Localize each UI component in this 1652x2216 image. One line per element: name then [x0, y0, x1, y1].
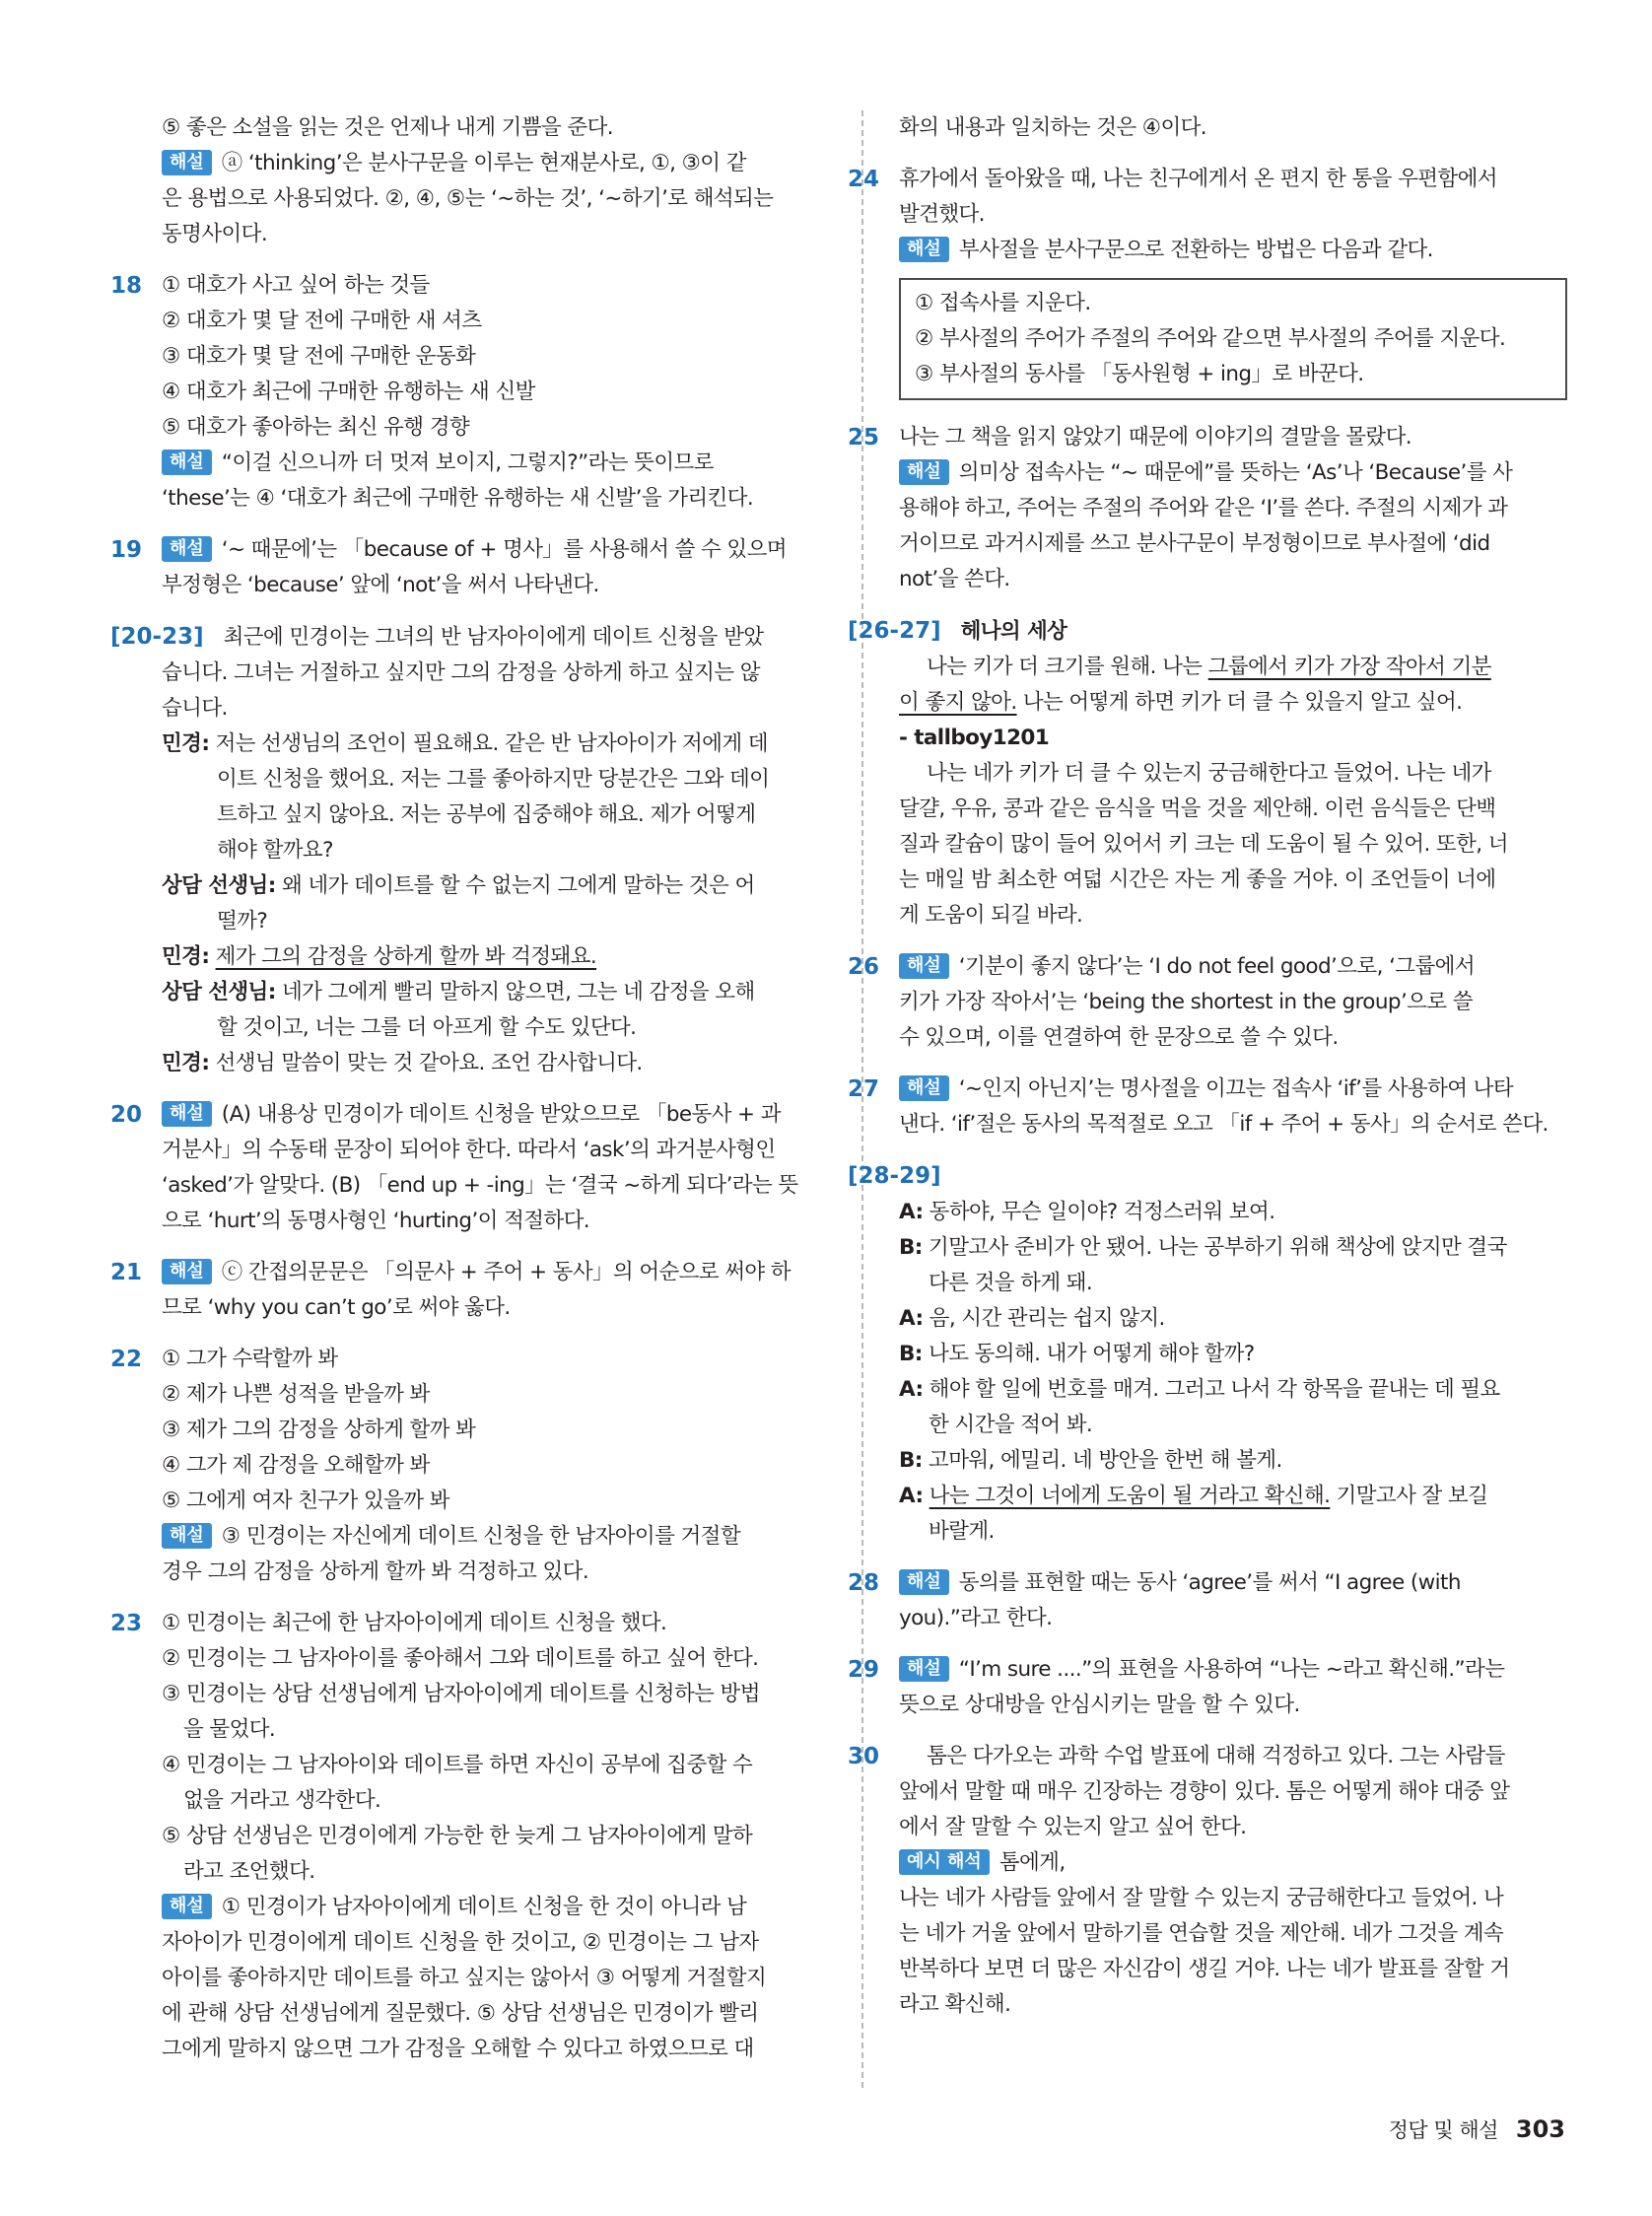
- explanation-badge: 해설: [162, 150, 212, 175]
- passage-title: 헤나의 세상: [960, 619, 1067, 644]
- explanation-text: 거분사」의 수동태 문장이 되어야 한다. 따라서 ‘ask’의 과거분사형인: [162, 1138, 776, 1162]
- dialogue: [899, 1195, 1567, 1550]
- right-column: [848, 110, 1567, 2039]
- passage-20-23: [110, 619, 824, 1081]
- explanation-text: 뜻으로 상대방을 안심시키는 말을 할 수 있다.: [899, 1693, 1300, 1717]
- explanation-text: ⓐ ‘thinking’은 분사구문을 이루는 현재분사로, ①, ③이 같: [221, 151, 746, 175]
- rule-box: [899, 278, 1567, 400]
- dialogue-text-underlined: 제가 그의 감정을 상하게 할까 봐 걱정돼요.: [215, 944, 597, 969]
- passage-text: 나는 키가 더 크기를 원해. 나는: [927, 655, 1208, 679]
- speaker-label: A:: [899, 1484, 924, 1508]
- choice-continued: 라고 조언했다.: [183, 1859, 315, 1884]
- q22: [110, 1342, 824, 1590]
- passage-text: 습니다. 그녀는 거절하고 싶지만 그의 감정을 상하게 하고 싶지는 않: [162, 660, 760, 685]
- speaker-label: 민경:: [162, 731, 210, 756]
- explanation-badge: 해설: [899, 459, 949, 485]
- choice: ② 대호가 몇 달 전에 구매한 새 셔츠: [162, 309, 482, 333]
- q19: [110, 532, 824, 603]
- explanation-badge: 해설: [899, 1075, 949, 1101]
- passage-text: 습니다.: [162, 696, 228, 721]
- choice: ② 제가 나쁜 성적을 받을까 봐: [162, 1382, 430, 1407]
- dialogue-text: 떨까?: [217, 909, 268, 934]
- passage-text: 질과 칼슘이 많이 들어 있어서 키 크는 데 도움이 될 수 있어. 또한, 너: [899, 832, 1508, 857]
- choice: ① 대호가 사고 싶어 하는 것들: [162, 273, 430, 298]
- explanation-badge: 해설: [899, 1569, 949, 1595]
- explanation-text: 으로 ‘hurt’의 동명사형인 ‘hurting’이 적절하다.: [162, 1209, 589, 1233]
- translation-text: 앞에서 말할 때 매우 긴장하는 경향이 있다. 톰은 어떻게 해야 대중 앞: [899, 1779, 1510, 1804]
- question-number: 21: [110, 1260, 143, 1285]
- explanation-text: 아이를 좋아하지만 데이트를 하고 싶지는 않아서 ③ 어떻게 거절할지: [162, 1966, 767, 1990]
- q21: [110, 1255, 824, 1326]
- choice: ① 그가 수락할까 봐: [162, 1347, 338, 1371]
- explanation-text: ‘asked’가 알맞다. (B) 「end up + -ing」는 ‘결국 ~하게 되다’라는 뜻: [162, 1173, 798, 1198]
- rule-item: ② 부사절의 주어가 주절의 주어와 같으면 부사절의 주어를 지운다.: [915, 326, 1506, 351]
- question-number: 30: [848, 1744, 880, 1769]
- dialogue-line: [899, 1372, 1567, 1443]
- question-number: 22: [110, 1347, 143, 1372]
- sample-text: 나는 네가 사람들 앞에서 잘 말할 수 있는지 궁금해한다고 들었어. 나: [899, 1886, 1504, 1910]
- speaker-label: A:: [899, 1306, 924, 1331]
- dialogue-line: [162, 939, 824, 975]
- passage-text: 나는 어떻게 하면 키가 더 클 수 있을지 알고 싶어.: [1016, 690, 1463, 715]
- explanation-text: not’을 쓴다.: [899, 567, 1010, 591]
- sample-text: 반복하다 보면 더 많은 자신감이 생길 거야. 나는 네가 발표를 잘할 거: [899, 1957, 1510, 1981]
- translation-text: 톰은 다가오는 과학 수업 발표에 대해 걱정하고 있다. 그는 사람들: [927, 1744, 1505, 1768]
- explanation-text: ① 민경이가 남자아이에게 데이트 신청을 한 것이 아니라 남: [221, 1895, 747, 1919]
- explanation-text: ‘these’는 ④ ‘대호가 최근에 구매한 유행하는 새 신발’을 가리킨다.: [162, 486, 754, 511]
- explanation-text: 동명사이다.: [162, 222, 268, 246]
- dialogue-text: 바랄게.: [929, 1519, 995, 1544]
- q24: [848, 162, 1567, 400]
- question-number: 20: [110, 1102, 143, 1128]
- q18-choices: [162, 268, 824, 446]
- question-number: 18: [110, 273, 143, 299]
- speaker-label: B:: [899, 1235, 923, 1260]
- q23: [110, 1606, 824, 2067]
- rule-item: ① 접속사를 지운다.: [915, 291, 1091, 315]
- dialogue-line: [162, 975, 824, 1046]
- explanation-text: 은 용법으로 사용되었다. ②, ④, ⑤는 ‘~하는 것’, ‘~하기’로 해석되는: [162, 186, 774, 211]
- section-tag: [26-27]: [848, 618, 941, 644]
- section-tag: [20-23]: [110, 624, 204, 650]
- page-footer: [1389, 2112, 1565, 2148]
- dialogue-text: 트하고 싶지 않아요. 저는 공부에 집중해야 해요. 제가 어떻게: [217, 802, 756, 827]
- question-number: 19: [110, 537, 143, 563]
- question-number: 26: [848, 954, 880, 980]
- passage-26-27: [848, 613, 1567, 934]
- dialogue-text: 저는 선생님의 조언이 필요해요. 같은 반 남자아이가 저에게 데: [215, 731, 768, 756]
- q25: [848, 420, 1567, 597]
- q17-choice-5: ⑤ 좋은 소설을 읽는 것은 언제나 내게 기쁨을 준다.: [162, 115, 613, 140]
- choice: ④ 그가 제 감정을 오해할까 봐: [162, 1453, 430, 1478]
- passage-text: 최근에 민경이는 그녀의 반 남자아이에게 데이트 신청을 받았: [223, 625, 764, 650]
- q27: [848, 1072, 1567, 1143]
- explanation-text: 의미상 접속사는 “~ 때문에”를 뜻하는 ‘As’나 ‘Because’를 사: [958, 460, 1513, 485]
- choice-continued: 을 물었다.: [183, 1717, 276, 1742]
- choice: ⑤ 대호가 좋아하는 최신 유행 경향: [162, 415, 470, 440]
- explanation-text: “이걸 신으니까 더 멋져 보이지, 그렇지?”라는 뜻이므로: [221, 450, 714, 475]
- dialogue-text: 고마워, 에밀리. 네 방안을 한번 해 볼게.: [929, 1448, 1282, 1473]
- q28: [848, 1565, 1567, 1636]
- explanation-badge: 해설: [162, 536, 212, 562]
- explanation-badge: 해설: [899, 1656, 949, 1682]
- q17-explanation: [162, 146, 824, 252]
- question-number: 29: [848, 1657, 880, 1683]
- explanation-text: (A) 내용상 민경이가 데이트 신청을 받았으므로 「be동사 + 과: [221, 1102, 781, 1127]
- dialogue-text: 음, 시간 관리는 쉽지 않지.: [929, 1306, 1165, 1331]
- speaker-label: 상담 선생님:: [162, 980, 276, 1004]
- explanation-text: 자아이가 민경이에게 데이트 신청을 한 것이고, ② 민경이는 그 남자: [162, 1930, 759, 1955]
- dialogue-text: 다른 것을 하게 돼.: [929, 1271, 1093, 1295]
- section-tag: [28-29]: [848, 1163, 941, 1189]
- translation-text: 발견했다.: [899, 202, 985, 227]
- explanation-text: ‘~인지 아닌지’는 명사절을 이끄는 접속사 ‘if’를 사용하여 나타: [958, 1076, 1514, 1101]
- speaker-label: B:: [899, 1342, 923, 1366]
- translation-text: 휴가에서 돌아왔을 때, 나는 친구에게서 온 편지 한 통을 우편함에서: [899, 167, 1497, 191]
- explanation-text: 경우 그의 감정을 상하게 할까 봐 걱정하고 있다.: [162, 1559, 589, 1584]
- choice: ⑤ 상담 선생님은 민경이에게 가능한 한 늦게 그 남자아이에게 말하: [162, 1824, 753, 1848]
- passage-text-underlined: 그룹에서 키가 가장 작아서 기분: [1207, 655, 1491, 679]
- speaker-label: 민경:: [162, 1051, 210, 1075]
- dialogue-line: [899, 1443, 1567, 1479]
- dialogue-line: [899, 1195, 1567, 1230]
- dialogue-line: [899, 1230, 1567, 1301]
- dialogue-line: [899, 1337, 1567, 1372]
- sample-text: 라고 확신해.: [899, 1992, 1011, 2017]
- question-number: 23: [110, 1611, 143, 1636]
- explanation-text: ⓒ 간접의문문은 「의문사 + 주어 + 동사」의 어순으로 써야 하: [221, 1260, 791, 1284]
- speaker-label: 민경:: [162, 944, 210, 969]
- dialogue-text: 기말고사 준비가 안 됐어. 나는 공부하기 위해 책상에 앉지만 결국: [929, 1235, 1507, 1260]
- explanation-text: ‘~ 때문에’는 「because of + 명사」를 사용해서 쓸 수 있으며: [221, 537, 787, 562]
- dialogue-text: 선생님 말씀이 맞는 것 같아요. 조언 감사합니다.: [215, 1051, 643, 1075]
- speaker-label: A:: [899, 1377, 924, 1402]
- dialogue-line: [162, 1046, 824, 1081]
- explanation-badge: 해설: [899, 237, 949, 262]
- speaker-label: 상담 선생님:: [162, 873, 276, 898]
- explanation-badge: 해설: [899, 953, 949, 979]
- q18-explanation: [162, 446, 824, 517]
- dialogue-text: 이트 신청을 했어요. 저는 그를 좋아하지만 당분간은 그와 데이: [217, 767, 770, 792]
- q17-continuation: [162, 110, 824, 252]
- dialogue-text: 왜 네가 데이트를 할 수 없는지 그에게 말하는 것은 어: [281, 873, 755, 898]
- explanation-text: 수 있으며, 이를 연결하여 한 문장으로 쓸 수 있다.: [899, 1025, 1339, 1050]
- dialogue-line: [899, 1479, 1567, 1550]
- dialogue-line: [162, 868, 824, 939]
- explanation-text: ‘기분이 좋지 않다’는 ‘I do not feel good’으로, ‘그룹에서: [958, 954, 1475, 979]
- explanation-badge: 해설: [162, 1259, 212, 1284]
- choice: ① 민경이는 최근에 한 남자아이에게 데이트 신청을 했다.: [162, 1611, 667, 1635]
- question-number: 28: [848, 1570, 880, 1596]
- speaker-label: B:: [899, 1448, 923, 1473]
- passage-text-underlined: 이 좋지 않아.: [899, 690, 1017, 715]
- dialogue-line: [899, 1301, 1567, 1337]
- choice: ④ 민경이는 그 남자아이와 데이트를 하면 자신이 공부에 집중할 수: [162, 1753, 753, 1777]
- explanation-text: “I’m sure ....”의 표현을 사용하여 “나는 ~라고 확신해.”라는: [958, 1657, 1505, 1682]
- choice: ③ 민경이는 상담 선생님에게 남자아이에게 데이트를 신청하는 방법: [162, 1682, 760, 1706]
- sample-translation-badge: 예시 해석: [899, 1849, 990, 1875]
- passage-text: 는 매일 밤 최소한 여덟 시간은 자는 게 좋을 거야. 이 조언들이 너에: [899, 867, 1496, 892]
- dialogue-text: 한 시간을 적어 봐.: [929, 1413, 1093, 1437]
- left-column: [110, 110, 824, 2083]
- dialogue-text: 나도 동의해. 내가 어떻게 해야 할까?: [929, 1342, 1255, 1366]
- passage-text: 나는 네가 키가 더 클 수 있는지 궁금해한다고 들었어. 나는 네가: [927, 761, 1491, 786]
- choice: ③ 제가 그의 감정을 상하게 할까 봐: [162, 1418, 476, 1442]
- dialogue-text: 네가 그에게 빨리 말하지 않으면, 그는 네 감정을 오해: [281, 980, 755, 1004]
- speaker-label: A:: [899, 1200, 924, 1224]
- signature: - tallboy1201: [899, 726, 1050, 750]
- choice: ③ 대호가 몇 달 전에 구매한 운동화: [162, 344, 476, 369]
- question-number: 25: [848, 425, 880, 450]
- translation-text: 나는 그 책을 읽지 않았기 때문에 이야기의 결말을 몰랐다.: [899, 425, 1411, 450]
- question-number: 24: [848, 167, 880, 192]
- dialogue-text: 해야 할 일에 번호를 매겨. 그러고 나서 각 항목을 끝내는 데 필요: [929, 1377, 1500, 1402]
- q30: [848, 1739, 1567, 2023]
- dialogue-text: 할 것이고, 너는 그를 더 아프게 할 수도 있단다.: [217, 1015, 637, 1040]
- passage-text: 게 도움이 되길 바라.: [899, 903, 1083, 928]
- q26: [848, 949, 1567, 1056]
- translation-text: 에서 잘 말할 수 있는지 알고 싶어 한다.: [899, 1815, 1247, 1839]
- explanation-text: ③ 민경이는 자신에게 데이트 신청을 한 남자아이를 거절할: [221, 1524, 740, 1549]
- dialogue-text: 동하야, 무슨 일이야? 걱정스러워 보여.: [929, 1200, 1275, 1224]
- explanation-badge: 해설: [162, 1894, 212, 1919]
- explanation-text: 부사절을 분사구문으로 전환하는 방법은 다음과 같다.: [958, 238, 1433, 262]
- explanation-text: 화의 내용과 일치하는 것은 ④이다.: [899, 115, 1207, 140]
- dialogue-text-underlined: 나는 그것이 너에게 도움이 될 거라고 확신해.: [929, 1484, 1331, 1508]
- choice: ② 민경이는 그 남자아이를 좋아해서 그와 데이트를 하고 싶어 한다.: [162, 1646, 759, 1671]
- choice: ④ 대호가 최근에 구매한 유행하는 새 신발: [162, 380, 535, 404]
- q23-continuation: [899, 110, 1567, 146]
- sample-text: 는 네가 거울 앞에서 말하기를 연습할 것을 제안해. 네가 그것을 계속: [899, 1921, 1504, 1946]
- sample-text: 톰에게,: [998, 1850, 1066, 1875]
- explanation-text: 그에게 말하지 않으면 그가 감정을 오해할 수 있다고 하였으므로 대: [162, 2037, 754, 2061]
- rule-item: ③ 부사절의 동사를 「동사원형 + ing」로 바꾼다.: [915, 362, 1364, 386]
- q29: [848, 1652, 1567, 1723]
- dialogue-line: [162, 727, 824, 868]
- passage-text: 달걀, 우유, 콩과 같은 음식을 먹을 것을 제안해. 이런 음식들은 단백: [899, 796, 1496, 821]
- page-number: 303: [1515, 2115, 1565, 2143]
- q18: [110, 268, 824, 517]
- explanation-badge: 해설: [162, 1523, 212, 1549]
- explanation-text: 용해야 하고, 주어는 주절의 주어와 같은 ‘I’를 쓴다. 주절의 시제가 과: [899, 496, 1508, 520]
- dialogue-text: 해야 할까요?: [217, 838, 333, 863]
- footer-section-label: 정답 및 해설: [1388, 2118, 1498, 2142]
- explanation-badge: 해설: [162, 1101, 212, 1127]
- dialogue-text: 기말고사 잘 보길: [1330, 1484, 1488, 1508]
- explanation-text: 거이므로 과거시제를 쓰고 분사구문이 부정형이므로 부사절에 ‘did: [899, 531, 1490, 556]
- choice-continued: 없을 거라고 생각한다.: [183, 1788, 381, 1813]
- explanation-text: 동의를 표현할 때는 동사 ‘agree’를 써서 “I agree (with: [958, 1570, 1461, 1595]
- explanation-badge: 해설: [162, 450, 212, 475]
- explanation-text: 부정형은 ‘because’ 앞에 ‘not’을 써서 나타낸다.: [162, 573, 599, 597]
- explanation-text: 므로 ‘why you can’t go’로 써야 옳다.: [162, 1295, 511, 1320]
- passage-28-29: [848, 1158, 1567, 1550]
- choice: ⑤ 그에게 여자 친구가 있을까 봐: [162, 1489, 449, 1513]
- explanation-text: you).”라고 한다.: [899, 1606, 1053, 1630]
- dialogue: [162, 727, 824, 1081]
- explanation-text: 낸다. ‘if’절은 동사의 목적절로 오고 「if + 주어 + 동사」의 순서로 쓴다.: [899, 1112, 1549, 1137]
- question-number: 27: [848, 1076, 880, 1102]
- explanation-text: 에 관해 상담 선생님에게 질문했다. ⑤ 상담 선생님은 민경이가 빨리: [162, 2001, 759, 2026]
- explanation-text: 키가 가장 작아서’는 ‘being the shortest in the group’으로 쓸: [899, 990, 1473, 1014]
- q20: [110, 1097, 824, 1239]
